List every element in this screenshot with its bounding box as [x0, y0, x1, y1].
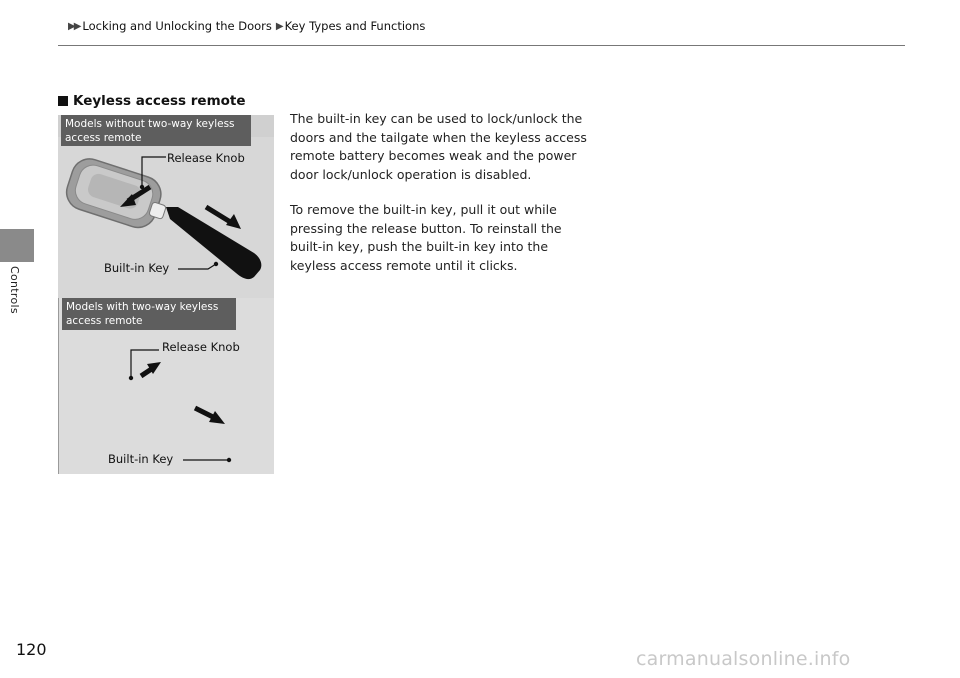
breadcrumb-arrow-icon: ▶ — [275, 20, 282, 32]
paragraph: The built-in key can be used to lock/unlock the doors and the tailgate when the keyless access remote battery becomes weak and the power door lock/unlock operation is disabled. — [290, 111, 587, 182]
section-heading — [58, 93, 246, 109]
page-number: 120 — [16, 640, 47, 659]
model-tag: Models with two-way keyless access remote — [62, 298, 236, 330]
breadcrumb-level1[interactable]: Locking and Unlocking the Doors — [82, 19, 272, 33]
section-heading-text: Keyless access remote — [73, 93, 246, 109]
watermark: carmanualsonline.info — [636, 648, 851, 670]
figure-with-two-way — [58, 298, 274, 474]
breadcrumb-level2[interactable]: Key Types and Functions — [284, 19, 426, 33]
callout-release-knob: Release Knob — [162, 340, 240, 354]
section-tab-label: Controls — [8, 266, 21, 314]
paragraph: To remove the built-in key, pull it out while pressing the release button. To reinstall the built-in key, push the built-in key into the keyless access remote until it clicks. — [290, 202, 562, 273]
breadcrumb — [68, 19, 425, 33]
breadcrumb-arrow-icon: ▶▶ — [68, 20, 80, 32]
body-text — [290, 110, 590, 292]
section-tab-marker — [0, 229, 34, 262]
callout-release-knob: Release Knob — [167, 151, 245, 165]
callout-built-in-key: Built-in Key — [104, 261, 170, 275]
square-bullet-icon — [58, 96, 68, 106]
model-tag: Models without two-way keyless access remote — [61, 115, 251, 146]
figure-without-two-way — [58, 115, 274, 298]
callout-built-in-key: Built-in Key — [108, 452, 174, 466]
header-rule — [58, 45, 905, 46]
